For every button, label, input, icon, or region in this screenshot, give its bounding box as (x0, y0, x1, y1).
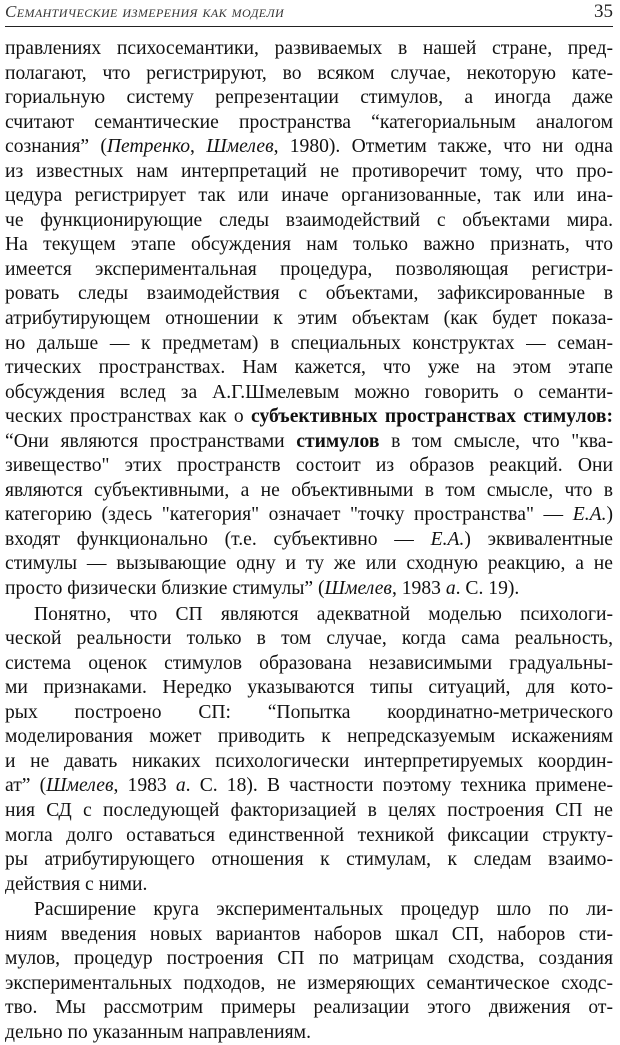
text-run: сознания” ( (5, 136, 107, 158)
text-line (5, 307, 613, 332)
text-line (5, 1021, 613, 1045)
italic-text: Шмелев (46, 775, 114, 797)
text-run: , 1983 (391, 578, 446, 600)
text-line (5, 135, 613, 160)
text-run: тво. Мы рассмотрим примеры реализации этого движения от- (5, 997, 613, 1019)
text-run: полагают, что регистрируют, во всяком случае, некоторую кате- (5, 62, 613, 84)
italic-text: Шмелев (206, 136, 274, 158)
text-line (5, 577, 613, 602)
text-line (5, 528, 613, 553)
text-run: че функционирующие следы взаимодействий с объектами мира. (5, 209, 613, 231)
text-line (5, 873, 613, 898)
text-run: , (190, 136, 207, 158)
text-run: моделирования может приводить к непредсказуемым искажениям (5, 726, 613, 748)
text-run: категорию (здесь "категория" означает "точку пространства" — (5, 504, 573, 526)
text-line (5, 381, 613, 406)
text-run: ческих пространствах как о (5, 406, 251, 428)
text-run: рых построено СП: “Попытка координатно-метрического (5, 701, 613, 723)
text-line (5, 774, 613, 799)
text-run: в том смысле, что "ква- (379, 430, 613, 452)
running-head: Семантические измерения как модели (5, 2, 285, 21)
text-run: правлениях психосемантики, развиваемых в нашей стране, пред- (5, 38, 613, 59)
bold-text: субъективных пространствах стимулов: (251, 406, 613, 428)
text-line (5, 701, 613, 726)
text-run: экспериментальных подходов, не измеряющих семантическое сходс- (5, 972, 613, 994)
page-header (5, 0, 613, 27)
text-line (5, 923, 613, 948)
text-run: и не давать никаких психологически интерпретируемых координ- (5, 750, 613, 772)
text-line (5, 848, 613, 873)
text-line (5, 258, 613, 283)
text-run: ниям введения новых вариантов наборов шкал СП, наборов сти- (5, 923, 613, 945)
text-run: ) эквивалентные (464, 528, 613, 550)
text-line (5, 184, 613, 209)
text-line (5, 947, 613, 972)
text-line (5, 233, 613, 258)
text-line (5, 430, 613, 455)
text-line (5, 86, 613, 111)
text-line (5, 62, 613, 87)
text-line (5, 356, 613, 381)
text-line (5, 725, 613, 750)
italic-text: Е.А. (430, 528, 465, 550)
text-line (5, 552, 613, 577)
text-line (5, 603, 613, 628)
text-run: . С. 18). В частности поэтому техника примене- (185, 775, 613, 797)
text-line (5, 160, 613, 185)
text-line (5, 627, 613, 652)
text-run: , 1980). Отметим также, что ни одна (273, 136, 613, 158)
text-run: считают семантические пространства “категориальным аналогом (5, 111, 613, 133)
text-run: могла долго оставаться единственной техникой фиксации структу- (5, 824, 613, 846)
italic-text: Петренко (106, 136, 191, 158)
text-run: гориальную систему репрезентации стимулов, а иногда даже (5, 87, 613, 109)
text-line (5, 676, 613, 701)
text-run: атрибутирующем отношении к этим объектам (как будет показа- (5, 308, 613, 330)
italic-text: а (175, 775, 186, 797)
text-run: ровать следы взаимодействия с объектами, зафиксированные в (5, 283, 613, 305)
text-run: ат” ( (5, 775, 47, 797)
text-line (5, 503, 613, 528)
text-run: имеется экспериментальная процедура, позволяющая регистри- (5, 258, 613, 280)
text-run: ми признаками. Нередко указываются типы ситуаций, для кото- (5, 677, 613, 699)
text-run: из известных нам интерпретаций не противоречит тому, что про- (5, 160, 613, 182)
text-run: Расширение круга экспериментальных процедур шло по ли- (34, 899, 613, 921)
italic-text: а (445, 578, 456, 600)
text-run: цедура регистрирует так или иначе организованные, так или ина- (5, 185, 613, 207)
text-run: действия с ними. (5, 873, 148, 895)
paragraph (5, 603, 613, 898)
text-run: входят функционально (т.е. субъективно — (5, 528, 431, 550)
paragraph (5, 37, 613, 602)
body-text (5, 37, 613, 1045)
text-run: стимулы — вызывающие одну и ту же или сходную реакцию, а не (5, 553, 613, 575)
text-line (5, 898, 613, 923)
text-run: зивещество" этих пространств состоит из образов реакций. Они (5, 455, 613, 477)
text-line (5, 454, 613, 479)
text-line (5, 37, 613, 62)
text-run: мулов, процедур построения СП по матрицам сходства, создания (5, 948, 613, 970)
text-line (5, 750, 613, 775)
text-run: ры атрибутирующего отношения к стимулам, к следам взаимо- (5, 849, 613, 871)
text-run: Понятно, что СП являются адекватной моделью психологи- (34, 603, 613, 625)
text-run: но дальше — к предметам) в специальных конструктах — семан- (5, 332, 613, 354)
text-run: ния СД с последующей факторизацией в целях построения СП не (5, 799, 613, 821)
text-run: , 1983 (113, 775, 176, 797)
text-line (5, 799, 613, 824)
page-number: 35 (594, 1, 613, 22)
text-line (5, 111, 613, 136)
text-line (5, 479, 613, 504)
text-run: На текущем этапе обсуждения нам только важно признать, что (5, 234, 613, 256)
text-line (5, 282, 613, 307)
paragraph (5, 898, 613, 1045)
text-run: ческой реальности только в том случае, когда сама реальность, (5, 628, 613, 650)
text-run: ) (606, 504, 613, 526)
text-run: тических пространствах. Нам кажется, что уже на этом этапе (5, 357, 613, 379)
text-run: “Они являются пространствами (5, 430, 297, 452)
italic-text: Е.А. (572, 504, 607, 526)
text-run: система оценок стимулов образована независимыми градуальны- (5, 652, 613, 674)
bold-text: стимулов (296, 430, 380, 452)
text-line (5, 996, 613, 1021)
text-line (5, 209, 613, 234)
text-line (5, 332, 613, 357)
text-line (5, 405, 613, 430)
text-line (5, 652, 613, 677)
text-run: дельно по указанным направлениям. (5, 1021, 311, 1043)
text-run: . С. 19). (455, 578, 520, 600)
text-run: обсуждения вслед за А.Г.Шмелевым можно говорить о семанти- (5, 381, 613, 403)
text-run: являются субъективными, а не объективными в том смысле, что в (5, 479, 613, 501)
text-run: просто физически близкие стимулы” ( (5, 578, 325, 600)
text-line (5, 824, 613, 849)
italic-text: Шмелев (324, 578, 392, 600)
